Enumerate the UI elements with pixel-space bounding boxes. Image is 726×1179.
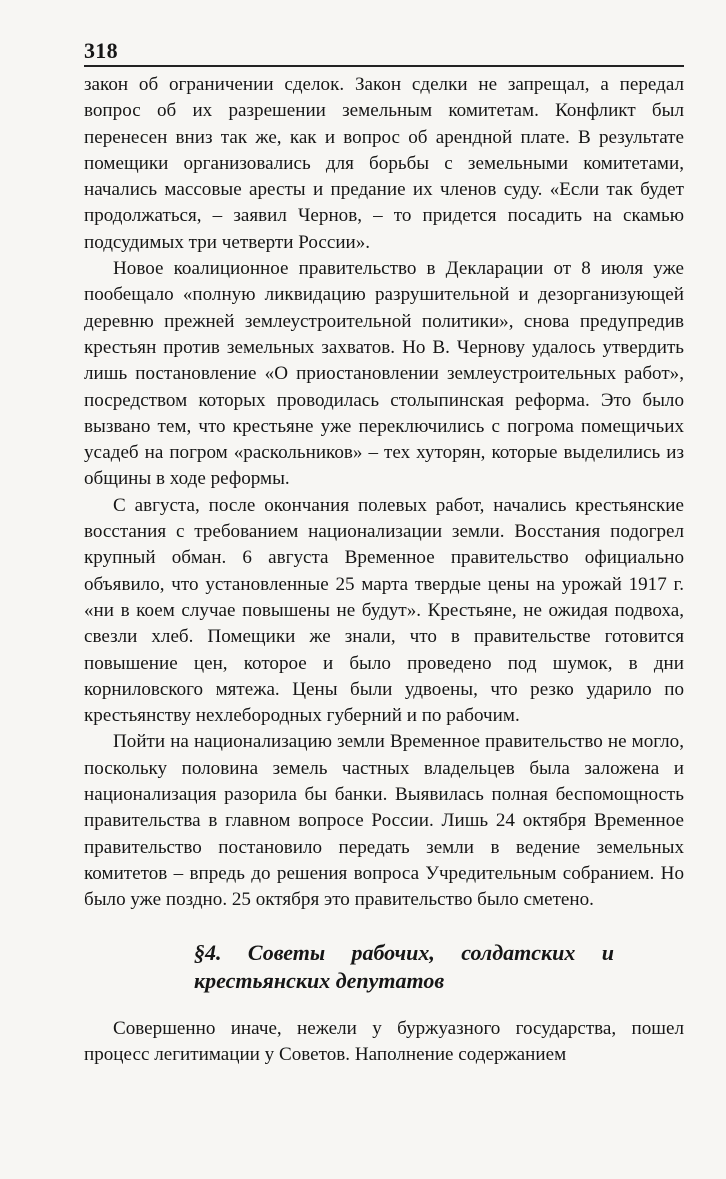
body-text xyxy=(84,72,684,1068)
paragraph-soviets-legitimation: Совершенно иначе, нежели у буржуазного государства, пошел процесс легитимации у Советов. Наполнение содержанием xyxy=(84,1017,684,1065)
section-heading xyxy=(194,939,614,995)
page-header xyxy=(84,38,684,68)
paragraph-land-nationalization: Пойти на национализацию земли Временное правительство не могло, поскольку половина земель частных владельцев была заложена и национализация разорила бы банки. Выявилась полная беспомощность правительства в главном вопросе России. Лишь 24 октября Временное правительство постановило передать земли в ведение земельных комитетов – впредь до решения вопроса Учредительным собранием. Но было уже поздно. 25 октября это правительство было сметено. xyxy=(84,731,684,911)
paragraph-continuation: закон об ограничении сделок. Закон сделки не запрещал, а передал вопрос об их разрешении земельным комитетам. Конфликт был перенесен вниз так же, как и вопрос об арендной плате. В результате помещики организовались для борьбы с земельными комитетами, начались массовые аресты и предание их членов суду. «Если так будет продолжаться, – заявил Чернов, – то придется посадить на скамью подсудимых три четверти России». xyxy=(84,74,684,253)
paragraph-peasant-uprisings: С августа, после окончания полевых работ, начались крестьянские восстания с требованием национализации земли. Восстания подогрел крупный обман. 6 августа Временное правительство официально объявило, что установленные 25 марта твердые цены на урожай 1917 г. «ни в коем случае повышены не будут». Крестьяне, не ожидая подвоха, свезли хлеб. Помещики же знали, что в правительстве готовится повышение цен, которое и было проведено под шумок, в дни корниловского мятежа. Цены были удвоены, что резко ударило по крестьянству нехлебородных губерний и по рабочим. xyxy=(84,494,684,727)
header-rule xyxy=(84,65,684,67)
page-number: 318 xyxy=(84,38,118,63)
book-page xyxy=(84,38,684,1068)
paragraph-coalition-government: Новое коалиционное правительство в Декларации от 8 июля уже пообещало «полную ликвидацию разрушительной и дезорганизующей деревню прежней землеустроительной политики», снова предупредив крестьян против земельных захватов. Но В. Чернову удалось утвердить лишь постановление «О приостановлении землеустроительных работ», посредством которых проводилась столыпинская реформа. Это было вызвано тем, что крестьяне уже переключились с погрома помещичьих усадеб на погром «раскольников» – тех хуторян, которые выделились из общины в ходе реформы. xyxy=(84,258,684,490)
section-heading-line-2: крестьянских депутатов xyxy=(194,967,445,993)
section-heading-line-1: §4. Советы рабочих, солдатских и xyxy=(194,939,614,965)
